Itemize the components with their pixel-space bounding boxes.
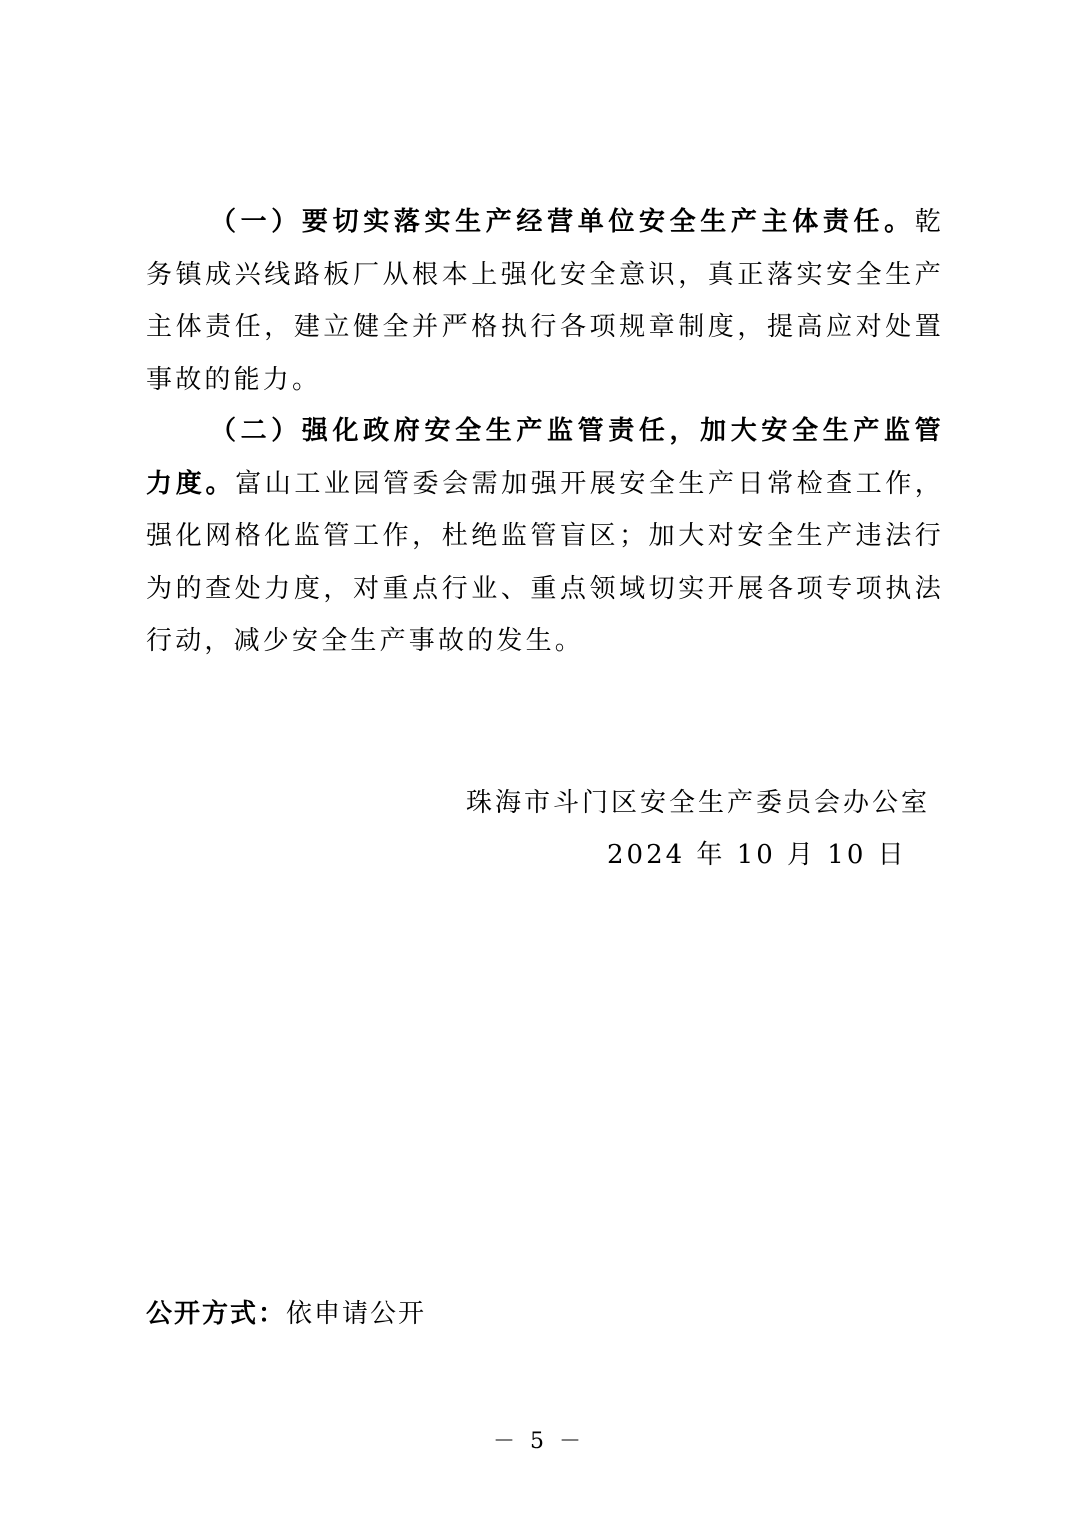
page-number: － 5 － xyxy=(493,1429,585,1454)
paragraph-2-body: 富山工业园管委会需加强开展安全生产日常检查工作，强化网格化监管工作，杜绝监管盲区；加大对安全生产违法行为的查处力度，对重点行业、重点领域切实开展各项专项执法行动，减少安全生产事故的发生。 xyxy=(146,468,944,656)
disclosure-line xyxy=(146,1293,426,1330)
paragraph-1-heading: （一）要切实落实生产经营单位安全生产主体责任。 xyxy=(210,207,915,237)
signature-organization: 珠海市斗门区安全生产委员会办公室 xyxy=(466,788,931,818)
signature-date: 2024 年 10 月 10 日 xyxy=(607,840,907,870)
paragraph-1-body: 乾务镇成兴线路板厂从根本上强化安全意识，真正落实安全生产主体责任，建立健全并严格执行各项规章制度，提高应对处置事故的能力。 xyxy=(146,207,944,395)
paragraph-1 xyxy=(146,196,944,406)
paragraph-2 xyxy=(146,405,944,668)
disclosure-label: 公开方式： xyxy=(146,1299,287,1329)
paragraph-2-heading: （二）强化政府安全生产监管责任，加大安全生产监管力度。 xyxy=(146,416,944,499)
disclosure-value: 依申请公开 xyxy=(286,1299,427,1329)
